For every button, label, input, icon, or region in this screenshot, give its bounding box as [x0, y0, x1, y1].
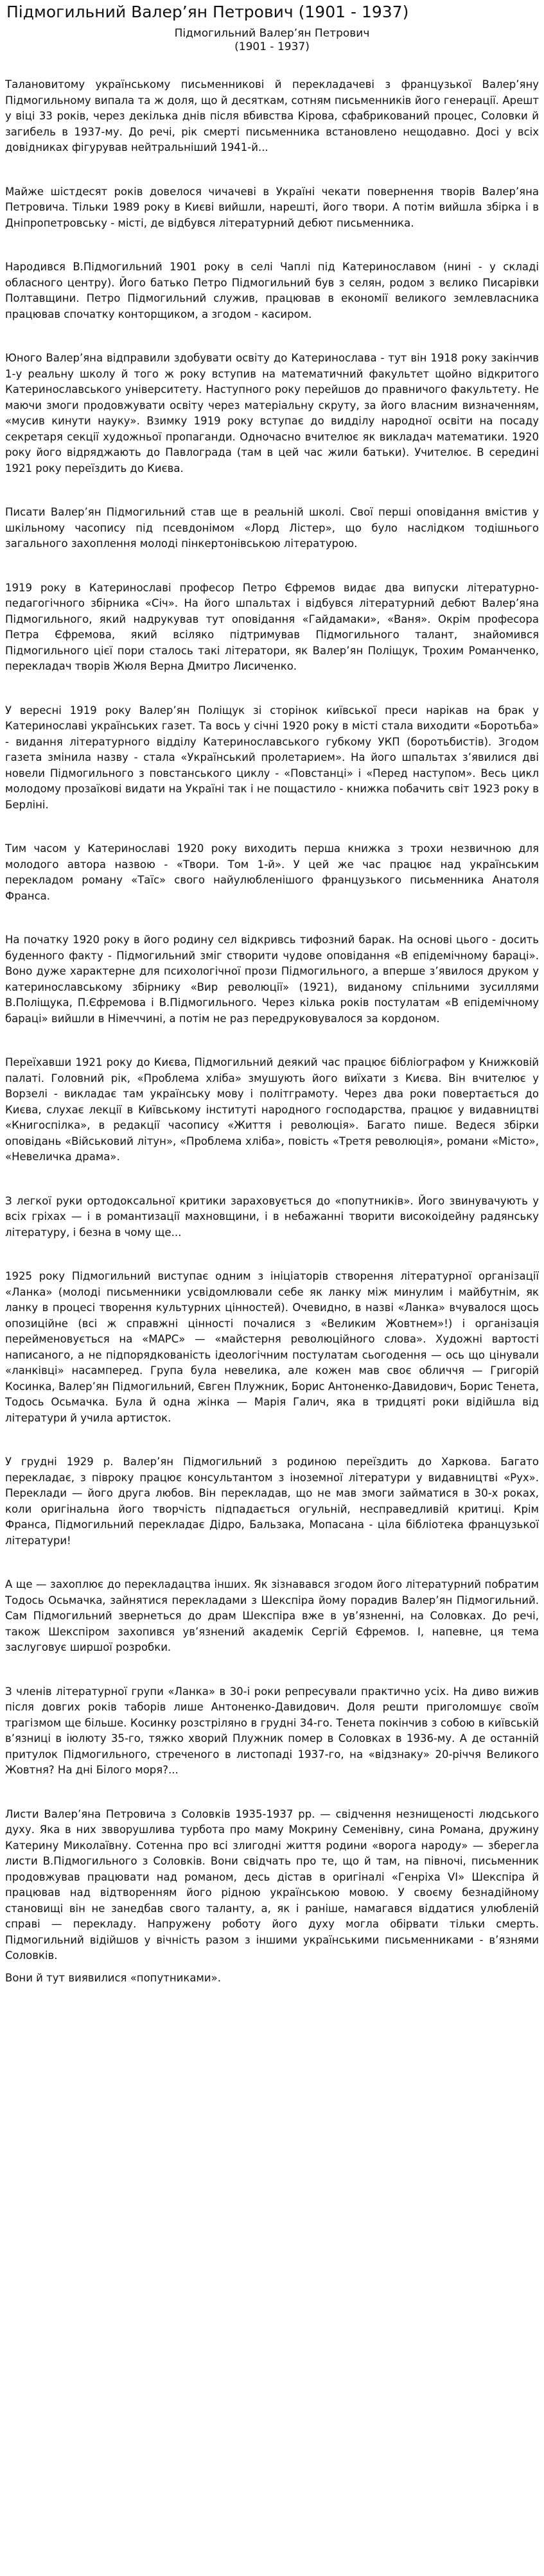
paragraph: З легкої руки ортодоксальної критики зараховується до «попутників». Його звинувачують у всіх гріхах — і в романтизації махновщини, і в небажанні творити високоідейну радянську літературу, і безна в чому ще...: [5, 1194, 539, 1239]
article-body: [5, 77, 539, 1986]
life-dates: (1901 - 1937): [234, 40, 310, 53]
paragraph: Тим часом у Катеринославі 1920 року виходить перша книжка з трохи незвичною для молодого автора назвою - «Твори. Том 1-й». У цей же час працює над українським перекладом роману «Таїс» свого найулюбленішого французького письменника Анатоля Франса.: [5, 842, 539, 902]
paragraph: Листи Валер’яна Петровича з Соловків 1935-1937 рр. — свідчення незнищеності людського духу. Яка в них звворушлива турбота про маму Мокрину Семенівну, сина Романа, дружину Катерину Миколаївну. Сотенна про всі злигодні життя родини «ворога народу» — зберегла листи В.Підмогильного з Соловків. Вони свідчать про те, що й там, на півночі, письменник продовжував працювати над романом, десь дістав в оригіналі «Генріха VI» Шекспіра й працював над відтворенням його рідною українською мовою. У своєму безнадійному становищі він не занедбав свого таланту, а, як і раніше, намагався віддатися улюбленій справі — перекладу. Напружену роботу його духу могла обірвати тільки смерть. Підмогильний відійшов у вічність разом з іншими українськими письменниками - в’язнями Соловків.: [5, 1807, 539, 1962]
page-title: Підмогильний Валер’ян Петрович (1901 - 1937): [6, 3, 409, 21]
paragraph: Писати Валер’ян Підмогильний став ще в реальній школі. Свої перші оповідання вмістив у шкільному часопису під псевдонімом «Лорд Лістер», що було наслідком тодішнього загального захоплення молоді пінкертонівською літературою.: [5, 506, 539, 550]
paragraph: У вересні 1919 року Валер’ян Поліщук зі сторінок київської преси нарікав на брак у Катеринославі українських газет. Та вось у січні 1920 року в місті стала виходити «Боротьба» - видання літературного відділу Катеринославського губкому УКП (боротьбистів). Згодом газета змінила назву - стала «Український пролетарием». На його шпальтах з’явилися дві новели Підмогильного з повстанського циклу - «Повстанці» і «Перед наступом». Весь цикл молодому прозаїкові видати на Україні так і не пощастило - книжка побачить світ 1923 року в Берліні.: [5, 704, 539, 811]
paragraph: Юного Валер’яна відправили здобувати освіту до Катеринослава - тут він 1918 року закінчив 1-у реальну школу й того ж року вступив на математичний факультет щойно відкритого Катеринославського університету. Наступного року перейшов до правничого факультету. Не маючи змоги продовжувати освіту через матеріальну скруту, за його власним визначенням, «мусив кинути науку». Взимку 1919 року вступає до видділу народної освіти на посаду секретаря секції художньої пропаганди. Одночасно вчителює як викладач математики. 1920 року його відряджають до Павлограда (там в цей час жили батьки). Учителює. В середині 1921 року переїздить до Києва.: [5, 352, 539, 474]
closing-paragraph: Вони й тут виявилися «попутниками».: [5, 1971, 221, 1984]
paragraph: У грудні 1929 р. Валер’ян Підмогильний з родиною переїздить до Харкова. Багато перекладає, з півроку працює консультантом з іноземної літератури у видавництві «Рух». Переклади — його друга любов. Він перекладав, що не мав змоги займатися в 30-х роках, коли оригінальна його творчість підпадається огульній, несправедливій критиці. Крім Франса, Підмогильний перекладає Дідро, Бальзака, Мопасана - ціла бібліотека французької літератури!: [5, 1456, 539, 1547]
paragraph: Переїхавши 1921 року до Києва, Підмогильний деякий час працює бібліографом у Книжковій палаті. Головний рік, «Проблема хліба» змушують його виїхати з Києва. Він вчителює у Ворзелі - викладає там українську мову і політграмоту. Через два роки повертається до Києва, слухає лекції в Київському інституті народного господарства, працює у видавництві «Книгоспілка», в редакції часопису «Життя і революція». Багато пише. Ведеся збірки оповідань «Військовий літун», «Проблема хліба», повість «Третя революція», романи «Місто», «Невеличка драма».: [5, 1056, 539, 1163]
paragraph: Майже шістдесят років довелося чичачеві в Україні чекати повернення творів Валер’яна Петровича. Тільки 1989 року в Києві вийшли, нарешті, його твори. А потім вийшла збірка і в Дніпропетровську - місті, де відбувся літературний дебют письменника.: [5, 185, 539, 229]
paragraph: 1919 року в Катеринославі професор Петро Єфремов видає два випуски літературно-педагогічного збірника «Січ». На його шпальтах і відбувся літературний дебют Валер’яна Підмогильного, який надрукував тут оповідання «Гайдамаки», «Ваня». Окрім професора Петра Єфремова, який всіляко підтримував Підмогильного талант, знайомився Підмогильного цієї пори сталось такі літератори, як Валер’ян Поліщук, Трохим Романченко, перекладач творів Жюля Верна Дмитро Лисиченко.: [5, 581, 539, 672]
paragraph: Талановитому українському письменникові й перекладачеві з французької Валер’яну Підмогильному випала та ж доля, що й десяткам, сотням письменників його генерації. Арешт у віці 33 років, через декілька днів після вбивства Кірова, сфабрикований процес, Соловки й загибель в 1937-му. До речі, рік смерті письменника встановлено нещодавно. Досі у всіх довідниках фігурував нейтральніший 1941-й...: [5, 78, 539, 153]
paragraph: А ще — захоплює до перекладацтва інших. Як зізнавався згодом його літературний побратим Тодось Осьмачка, зайнятися перекладами з Шекспіра йому порадив Валер’ян Підмогильний. Сам Підмогильний звернеться до драм Шекспіра вже в ув’язненні, на Соловках. До речі, також Шекспіром захопився ув’язнений академік Сергій Єфремов. І, напевне, ця тема заслуговує ширшої розробки.: [5, 1578, 539, 1653]
author-name: Підмогильний Валер’ян Петрович: [174, 27, 370, 40]
paragraph: На початку 1920 року в його родину сел відкривсь тифозний барак. На основі цього - досить буденного факту - Підмогильний змiг створити чудове оповідання «В епідемічному бараці». Воно дуже характерне для психологічної прози Підмогильного, а вперше з’явилося друком у катеринославському збірнику «Вир революції» (1921), виданому спільними зусиллями В.Поліщука, П.Єфремова і В.Підмогильного. Через кілька років постулатам «В епідемічному бараці» вийшли в Німеччині, а потім не раз передруковувалося за кордоном.: [5, 934, 539, 1025]
paragraph: 1925 року Підмогильний виступає одним з ініціаторів створення літературної організації «Ланка» (молоді письменники усвідомлювали себе як ланку між минулим і майбутнім, як ланку в процесі творення культурних цінностей). Очевидно, в назві «Ланка» вчувалося щось опозиційне (всі ж справжні цінності почалися з «Великим Жовтнем»!) і організація перейменовується на «МАРС» — «майстерня революційного слова». Художні вартості написаного, а не підпорядкованість ідеологічним постулатам сьогодення — ось що цінували «ланківці» насамперед. Група була невелика, але кожен мав своє обличчя — Григорій Косинка, Валер’ян Підмогильний, Євген Плужник, Борис Антоненко-Давидович, Борис Тенета, Тодось Осьмачка. Була й одна жінка — Марія Галич, яка в тридцяті роки відійшла від літератури й учила артисток.: [5, 1270, 539, 1424]
paragraph: З членів літературної групи «Ланка» в 30-і роки репресували практично усіх. На диво вижив після довгих років таборів лише Антоненко-Давидович. Доля решти приголомшує своїм трагізмом ще більше. Косинку розстріляно в грудні 34-го. Тенета покінчив з собою в київській в’язниці в іюлюту 35-го, тяжко хворий Плужник помер в Соловках в 1936-му. А де останній притулок Підмогильного, стреченого в листопаді 1937-го, на «відзнаку» 20-річчя Великого Жовтня? На дні Білого моря?...: [5, 1685, 539, 1776]
paragraph: Народився В.Підмогильний 1901 року в селі Чаплі під Катеринославом (нині - у складі обласного центру). Його батько Петро Підмогильний був з селян, родом з вєлико Писарівки Полтавщини. Петро Підмогильний служив, працював в економії великого землевласника працював спочатку конторщиком, а згодом - касиром.: [5, 261, 539, 320]
